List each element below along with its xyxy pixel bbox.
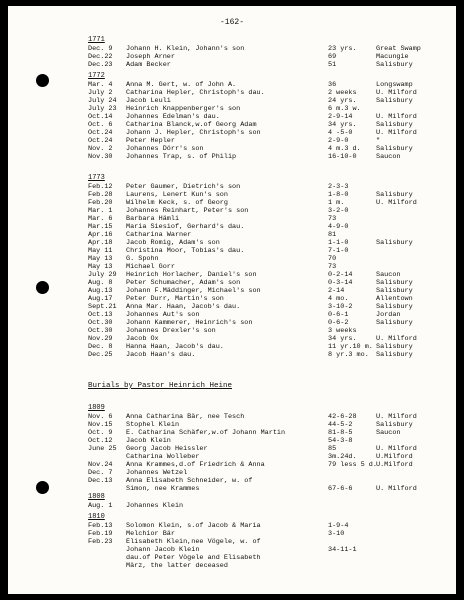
record-name: Johannes Reinhart, Peter's son [126, 207, 249, 215]
record-date: Nov.24 [88, 461, 113, 469]
year-heading: 1809 [88, 404, 105, 412]
record-name: Johannes Klein [126, 502, 184, 510]
record-place: U. Milford [376, 413, 417, 421]
burial-record [88, 255, 448, 263]
year-heading: 1773 [88, 174, 105, 182]
burial-record [88, 129, 448, 137]
burial-record [88, 303, 448, 311]
record-age: 34-11-1 [328, 546, 357, 554]
burial-record [88, 485, 448, 493]
record-place: Salisbury [376, 319, 413, 327]
record-age: 51 [328, 61, 337, 69]
burial-record [88, 429, 448, 437]
record-name: Johannes Dörr's son [126, 145, 204, 153]
burial-record [88, 231, 448, 239]
year-heading: 1771 [88, 36, 105, 44]
record-name: Anna Elisabeth Schneider, w. of [126, 477, 253, 485]
punch-hole [36, 74, 49, 87]
record-name: Anna Mar. Haan, Jacob's dau. [126, 303, 241, 311]
record-name: E. Catharina Schäfer,w.of Johann Martin [126, 429, 286, 437]
register-page [8, 6, 456, 594]
record-age: 0-6-2 [328, 319, 349, 327]
record-place: U. Milford [376, 199, 417, 207]
record-name: Anna Catharina Bär, nee Tesch [126, 413, 245, 421]
record-age: 67-6-6 [328, 485, 353, 493]
record-date: Nov.30 [88, 153, 113, 161]
record-place: Salisbury [376, 351, 413, 359]
record-place: Great Swamp [376, 45, 421, 53]
page-number: -162- [219, 18, 244, 27]
record-date: Oct. 9 [88, 429, 113, 437]
burial-record [88, 461, 448, 469]
record-age: 4 m.3 d. [328, 145, 361, 153]
record-date: Dec.25 [88, 351, 113, 359]
burial-record [88, 351, 448, 359]
record-date: Apr.18 [88, 239, 113, 247]
record-age: 36 [328, 81, 337, 89]
burial-record [88, 477, 448, 485]
burial-record [88, 45, 448, 53]
burial-record [88, 113, 448, 121]
burial-record [88, 81, 448, 89]
record-age: 81-8-5 [328, 429, 353, 437]
record-date: Apr.16 [88, 231, 113, 239]
record-date: Feb.13 [88, 522, 113, 530]
record-name: Joseph Arner [126, 53, 175, 61]
burial-record [88, 191, 448, 199]
record-date: June 25 [88, 445, 117, 453]
record-name: Jacob Romig, Adam's son [126, 239, 220, 247]
burial-record [88, 453, 448, 461]
record-name: Heinrich Horlacher, Daniel's son [126, 271, 257, 279]
record-name: März, the latter deceased [126, 562, 228, 570]
record-age: 16-10-0 [328, 153, 357, 161]
burial-record [88, 538, 448, 546]
record-place: Jordan [376, 311, 401, 319]
burial-record [88, 437, 448, 445]
record-name: G. Spohn [126, 255, 159, 263]
record-date: Oct. 6 [88, 121, 113, 129]
record-name: Anna M. Gert, w. of John A. [126, 81, 237, 89]
record-name: Stophel Klein [126, 421, 180, 429]
burial-record [88, 97, 448, 105]
record-date: Oct.14 [88, 113, 113, 121]
record-age: 73 [328, 215, 337, 223]
record-age: 85 [328, 445, 337, 453]
record-date: Nov. 2 [88, 145, 113, 153]
burial-record [88, 343, 448, 351]
record-age: 24 yrs. [328, 97, 357, 105]
record-place: Allentown [376, 295, 413, 303]
record-name: Barbara Hämli [126, 215, 180, 223]
record-age: 2 weeks [328, 89, 357, 97]
record-date: Feb.12 [88, 183, 113, 191]
record-place: Salisbury [376, 421, 413, 429]
record-date: Mar. 6 [88, 215, 113, 223]
record-name: Johann Kammerer, Heinrich's son [126, 319, 253, 327]
year-heading: 1808 [88, 493, 105, 501]
record-name: Peter Durr, Martin's son [126, 295, 224, 303]
record-place: Salisbury [376, 343, 413, 351]
record-name: Adam Becker [126, 61, 171, 69]
record-date: May 13 [88, 255, 113, 263]
record-name: Johann J. Hepler, Christoph's son [126, 129, 261, 137]
record-date: July 23 [88, 105, 117, 113]
record-name: Michael Gorr [126, 263, 175, 271]
punch-hole [36, 481, 49, 494]
record-name: Melchior Bär [126, 530, 175, 538]
record-date: July 29 [88, 271, 117, 279]
record-age: 69 [328, 53, 337, 61]
record-name: Johannes Aut's son [126, 311, 200, 319]
record-name: Johann F.Mäddinger, Michael's son [126, 287, 261, 295]
year-heading: 1810 [88, 513, 105, 521]
record-age: 2-9-14 [328, 113, 353, 121]
record-place: U.Milford [376, 453, 413, 461]
record-date: Aug. 8 [88, 279, 113, 287]
record-age: 1-9-4 [328, 522, 349, 530]
record-date: Dec. 9 [88, 45, 113, 53]
record-age: 44-5-2 [328, 421, 353, 429]
record-name: Catharina Warner [126, 231, 192, 239]
record-name: Johannes Edelman's dau. [126, 113, 220, 121]
burial-record [88, 311, 448, 319]
burial-record [88, 335, 448, 343]
record-age: 3-10-2 [328, 303, 353, 311]
burial-record [88, 562, 448, 570]
record-date: Feb.23 [88, 538, 113, 546]
record-date: Oct.24 [88, 129, 113, 137]
record-name: Elisabeth Klein,nee Vögele, w. of [126, 538, 261, 546]
burial-record [88, 546, 448, 554]
burial-record [88, 319, 448, 327]
record-age: 0-3-14 [328, 279, 353, 287]
record-name: dau.of Peter Vögele and Elisabeth [126, 554, 261, 562]
burial-record [88, 239, 448, 247]
record-name: Christina Moor, Tobias's dau. [126, 247, 245, 255]
record-place: U. Milford [376, 445, 417, 453]
record-name: Peter Gaumer, Dietrich's son [126, 183, 241, 191]
record-age: 70 [328, 255, 337, 263]
burial-record [88, 247, 448, 255]
record-age: 34 yrs. [328, 335, 357, 343]
burial-record [88, 223, 448, 231]
record-age: 3-10 [328, 530, 345, 538]
record-age: 0-6-1 [328, 311, 349, 319]
record-name: Johannes Wetzel [126, 469, 188, 477]
record-place: Salisbury [376, 303, 413, 311]
record-name: Peter Schumacher, Adam's son [126, 279, 241, 287]
record-name: Jacob Klein [126, 437, 171, 445]
record-place: Macungie [376, 53, 409, 61]
record-date: May 11 [88, 247, 113, 255]
record-date: July 24 [88, 97, 117, 105]
record-age: 2-3-3 [328, 183, 349, 191]
record-place: Salisbury [376, 121, 413, 129]
record-place: Salisbury [376, 279, 413, 287]
record-date: Nov. 6 [88, 413, 113, 421]
record-name: Peter Hepler [126, 137, 175, 145]
record-age: 23 yrs. [328, 45, 357, 53]
burial-record [88, 105, 448, 113]
record-name: Georg Jacob Heissler [126, 445, 208, 453]
burial-record [88, 89, 448, 97]
section-heading: Burials by Pastor Heinrich Heine [88, 382, 233, 390]
record-name: Johannes Drexler's son [126, 327, 216, 335]
record-date: Aug.13 [88, 287, 113, 295]
record-place: U. Milford [376, 485, 417, 493]
record-age: 8 yr.3 mo. [328, 351, 369, 359]
record-age: 1 m. [328, 199, 345, 207]
record-date: Aug. 1 [88, 502, 113, 510]
record-age: 3-2-0 [328, 207, 349, 215]
record-name: Solomon Klein, s.of Jacob & Maria [126, 522, 261, 530]
record-age: 81 [328, 231, 337, 239]
record-place: Saucon [376, 271, 401, 279]
record-age: 6 m.3 w. [328, 105, 361, 113]
record-date: Oct.30 [88, 319, 113, 327]
record-place: Salisbury [376, 191, 413, 199]
record-age: 3m.24d. [328, 453, 357, 461]
record-date: Oct.30 [88, 327, 113, 335]
burial-record [88, 207, 448, 215]
burial-record [88, 199, 448, 207]
record-age: 1-1-0 [328, 239, 349, 247]
record-date: Mar.15 [88, 223, 113, 231]
record-name: Wilhelm Keck, s. of Georg [126, 199, 228, 207]
record-place: Salisbury [376, 239, 413, 247]
burial-record [88, 522, 448, 530]
burial-record [88, 183, 448, 191]
burial-record [88, 61, 448, 69]
record-date: Dec.22 [88, 53, 113, 61]
burial-record [88, 445, 448, 453]
burial-record [88, 421, 448, 429]
burial-record [88, 530, 448, 538]
record-name: Catharina Wolleber [126, 453, 200, 461]
burial-record [88, 327, 448, 335]
record-date: Feb.20 [88, 199, 113, 207]
burial-record [88, 287, 448, 295]
record-name: Laurens, Lenert Kun's son [126, 191, 228, 199]
record-date: Feb.28 [88, 191, 113, 199]
record-age: 1-8-0 [328, 191, 349, 199]
record-date: Aug.17 [88, 295, 113, 303]
record-age: 0-2-14 [328, 271, 353, 279]
record-place: Salisbury [376, 61, 413, 69]
record-place: Salisbury [376, 97, 413, 105]
record-place: U.Milford [376, 461, 413, 469]
record-date: July 2 [88, 89, 113, 97]
record-age: 54-3-8 [328, 437, 353, 445]
record-place: U. Milford [376, 113, 417, 121]
burial-record [88, 271, 448, 279]
burial-record [88, 153, 448, 161]
record-age: 42-6-28 [328, 413, 357, 421]
record-name: Simon, nee Krammes [126, 485, 200, 493]
record-name: Johann Jacob Klein [126, 546, 200, 554]
record-place: Saucon [376, 153, 401, 161]
burial-record [88, 145, 448, 153]
record-date: Oct.24 [88, 137, 113, 145]
punch-hole [36, 281, 49, 294]
record-date: May 13 [88, 263, 113, 271]
record-place: Salisbury [376, 287, 413, 295]
burial-record [88, 295, 448, 303]
record-place: Saucon [376, 429, 401, 437]
record-age: 7-1-0 [328, 247, 349, 255]
record-date: Mar. 1 [88, 207, 113, 215]
record-name: Maria Siesiof, Gerhard's dau. [126, 223, 245, 231]
record-place: " [376, 137, 381, 145]
record-age: 4 -5-0 [328, 129, 353, 137]
record-place: Longswamp [376, 81, 413, 89]
record-place: U. Milford [376, 335, 417, 343]
record-age: 11 yr.10 m. [328, 343, 373, 351]
record-place: U. Milford [376, 89, 417, 97]
record-age: 4 mo. [328, 295, 349, 303]
record-name: Catharina Hepler, Christoph's dau. [126, 89, 265, 97]
record-date: Mar. 4 [88, 81, 113, 89]
burial-record [88, 279, 448, 287]
record-name: Johann H. Klein, Johann's son [126, 45, 245, 53]
record-place: U. Milford [376, 129, 417, 137]
record-age: 3 weeks [328, 327, 357, 335]
record-date: Dec.23 [88, 61, 113, 69]
record-date: Dec.13 [88, 477, 113, 485]
record-name: Johannes Trap, s. of Philip [126, 153, 237, 161]
burial-record [88, 137, 448, 145]
year-heading: 1772 [88, 72, 105, 80]
record-date: Nov.29 [88, 335, 113, 343]
burial-record [88, 413, 448, 421]
record-age: 73 [328, 263, 337, 271]
burial-record [88, 554, 448, 562]
record-date: Feb.19 [88, 530, 113, 538]
burial-record [88, 121, 448, 129]
record-date: Oct.13 [88, 311, 113, 319]
record-name: Jacob Leuli [126, 97, 171, 105]
record-age: 2-9-0 [328, 137, 349, 145]
record-name: Catharina Blanck,w.of Georg Adam [126, 121, 257, 129]
record-name: Jacob Haan's dau. [126, 351, 196, 359]
burial-record [88, 469, 448, 477]
record-date: Oct.12 [88, 437, 113, 445]
record-age: 79 less 5 d. [328, 461, 377, 469]
record-name: Heinrich Knappenberger's son [126, 105, 241, 113]
burial-record [88, 502, 448, 510]
record-place: Salisbury [376, 145, 413, 153]
record-name: Anna Krammes,d.of Friedrich & Anna [126, 461, 265, 469]
record-age: 4-9-0 [328, 223, 349, 231]
record-name: Hanna Haan, Jacob's dau. [126, 343, 224, 351]
burial-record [88, 263, 448, 271]
record-age: 34 yrs. [328, 121, 357, 129]
record-name: Jacob Ox [126, 335, 159, 343]
burial-record [88, 215, 448, 223]
record-date: Dec. 8 [88, 343, 113, 351]
record-date: Nov.15 [88, 421, 113, 429]
record-date: Sept.21 [88, 303, 117, 311]
record-age: 2-14 [328, 287, 345, 295]
burial-record [88, 53, 448, 61]
record-date: Dec. 7 [88, 469, 113, 477]
